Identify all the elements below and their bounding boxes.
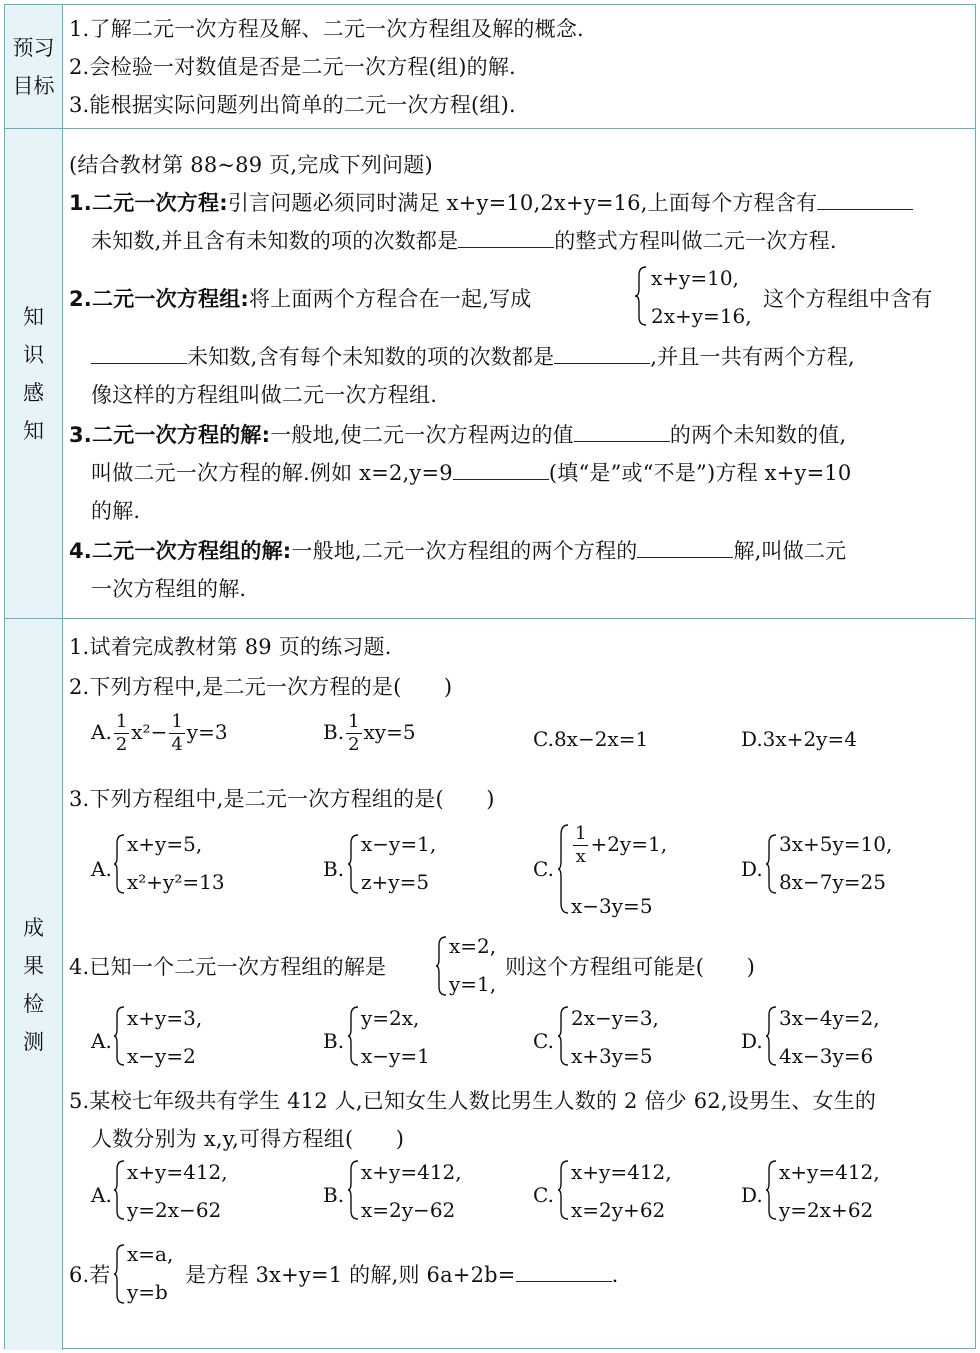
- q3-c-eq1: $\frac{1}{x}$ +2y=1,: [575, 823, 668, 867]
- q3-option-d-letter[interactable]: D.: [741, 857, 763, 881]
- question-3-line-2: 叫做二元一次方程的解.例如 x=2,y=9 (填“是”或“不是”)方程 x+y=10: [91, 461, 852, 485]
- q3-option-a-letter[interactable]: A.: [91, 857, 112, 881]
- section-label-knowledge: 知 识 感 知: [5, 129, 63, 618]
- q2-option-d[interactable]: D.3x+2y=4: [741, 727, 857, 751]
- check-q2: 2.下列方程中,是二元一次方程的是( ): [69, 675, 453, 699]
- brace-icon: [557, 823, 569, 915]
- question-1-line-1: 1.二元一次方程:引言问题必须同时满足 x+y=10,2x+y=16,上面每个方程含有: [69, 187, 969, 217]
- answer-blank[interactable]: [574, 423, 670, 442]
- brace-icon: [634, 265, 648, 327]
- question-3-line-1: 3.二元一次方程的解:一般地,使二元一次方程两边的值 的两个未知数的值,: [69, 423, 847, 447]
- question-2-line-1: 2.二元一次方程组:将上面两个方程合在一起,写成: [69, 287, 532, 311]
- check-q6-a: 6.若: [69, 1263, 111, 1287]
- question-4-line-2: 一次方程组的解.: [91, 577, 247, 601]
- q3-c-eq2: x−3y=5: [571, 894, 653, 918]
- section-knowledge: [5, 129, 975, 619]
- goal-item-2: 2.会检验一对数值是否是二元一次方程(组)的解.: [69, 55, 516, 79]
- question-4-line-1: 4.二元一次方程组的解:一般地,二元一次方程组的两个方程的 解,叫做二元: [69, 539, 847, 563]
- question-1-line-2: 未知数,并且含有未知数的项的次数都是 的整式方程叫做二元一次方程.: [91, 229, 837, 253]
- system-line-1: x+y=10,: [651, 266, 739, 290]
- question-3-line-3: 的解.: [91, 499, 141, 523]
- check-q5-line-1: 5.某校七年级共有学生 412 人,已知女生人数比男生人数的 2 倍少 62,设男生、女生的: [69, 1089, 877, 1113]
- section-goals: [5, 5, 975, 129]
- q4-sys-eq1: x=2,: [449, 934, 497, 958]
- q3-b-eq1: x−y=1,: [361, 832, 437, 856]
- q4-c-eq1: 2x−y=3,: [571, 1006, 659, 1030]
- answer-blank[interactable]: [516, 1263, 612, 1282]
- answer-blank[interactable]: [91, 345, 187, 364]
- answer-blank[interactable]: [458, 229, 554, 248]
- question-2-tail: 这个方程组中含有: [763, 287, 933, 311]
- brace-icon: [113, 833, 125, 895]
- q2-option-b[interactable]: B. $\frac{1}{2}$ xy=5: [323, 711, 416, 755]
- section-label-goals: 预习 目标: [5, 5, 63, 128]
- brace-icon: [557, 1005, 569, 1067]
- answer-blank[interactable]: [637, 539, 733, 558]
- q5-d-eq1: x+y=412,: [779, 1160, 880, 1184]
- q3-d-eq2: 8x−7y=25: [779, 870, 886, 894]
- goal-item-3: 3.能根据实际问题列出简单的二元一次方程(组).: [69, 93, 516, 117]
- q4-option-c-letter[interactable]: C.: [533, 1029, 554, 1053]
- brace-icon: [347, 1159, 359, 1221]
- q3-a-eq2: x²+y²=13: [127, 870, 225, 894]
- check-q6-b: 是方程 3x+y=1 的解,则 6a+2b= .: [185, 1263, 619, 1287]
- answer-blank[interactable]: [554, 345, 650, 364]
- brace-icon: [765, 1159, 777, 1221]
- brace-icon: [435, 935, 447, 997]
- brace-icon: [113, 1005, 125, 1067]
- brace-icon: [765, 833, 777, 895]
- q4-d-eq1: 3x−4y=2,: [779, 1006, 880, 1030]
- q5-option-a-letter[interactable]: A.: [91, 1183, 112, 1207]
- q5-option-c-letter[interactable]: C.: [533, 1183, 554, 1207]
- brace-icon: [113, 1159, 125, 1221]
- q4-a-eq1: x+y=3,: [127, 1006, 203, 1030]
- check-q1: 1.试着完成教材第 89 页的练习题.: [69, 635, 392, 659]
- check-q3: 3.下列方程组中,是二元一次方程组的是( ): [69, 787, 495, 811]
- q4-b-eq2: x−y=1: [361, 1044, 430, 1068]
- q6-sys-eq2: y=b: [127, 1280, 168, 1304]
- q3-b-eq2: z+y=5: [361, 870, 430, 894]
- section-check: [5, 619, 975, 1350]
- brace-icon: [113, 1243, 125, 1305]
- q5-b-eq2: x=2y−62: [361, 1198, 456, 1222]
- q4-sys-eq2: y=1,: [449, 972, 497, 996]
- q4-d-eq2: 4x−3y=6: [779, 1044, 874, 1068]
- q4-option-a-letter[interactable]: A.: [91, 1029, 112, 1053]
- q4-option-d-letter[interactable]: D.: [741, 1029, 763, 1053]
- q5-a-eq1: x+y=412,: [127, 1160, 228, 1184]
- q3-a-eq1: x+y=5,: [127, 832, 203, 856]
- q5-option-b-letter[interactable]: B.: [323, 1183, 345, 1207]
- brace-icon: [347, 1005, 359, 1067]
- q5-d-eq2: y=2x+62: [779, 1198, 874, 1222]
- q5-option-d-letter[interactable]: D.: [741, 1183, 763, 1207]
- q4-b-eq1: y=2x,: [361, 1006, 420, 1030]
- q4-c-eq2: x+3y=5: [571, 1044, 653, 1068]
- answer-blank[interactable]: [453, 461, 549, 480]
- q3-option-b-letter[interactable]: B.: [323, 857, 345, 881]
- check-q4-a: 4.已知一个二元一次方程组的解是: [69, 955, 387, 979]
- q4-option-b-letter[interactable]: B.: [323, 1029, 345, 1053]
- q5-c-eq2: x=2y+62: [571, 1198, 666, 1222]
- question-2-line-3: 像这样的方程组叫做二元一次方程组.: [91, 383, 438, 407]
- brace-icon: [557, 1159, 569, 1221]
- q3-option-c-letter[interactable]: C.: [533, 857, 554, 881]
- q5-a-eq2: y=2x−62: [127, 1198, 222, 1222]
- intro-text: (结合教材第 88~89 页,完成下列问题): [69, 153, 433, 177]
- check-q4-b: 则这个方程组可能是( ): [505, 955, 755, 979]
- q2-option-c[interactable]: C.8x−2x=1: [533, 727, 649, 751]
- q4-a-eq2: x−y=2: [127, 1044, 196, 1068]
- answer-blank[interactable]: [817, 191, 913, 210]
- q5-b-eq1: x+y=412,: [361, 1160, 462, 1184]
- check-q5-line-2: 人数分别为 x,y,可得方程组( ): [91, 1127, 405, 1151]
- q2-option-a[interactable]: A. $\frac{1}{2}$ x²− $\frac{1}{4}$ y=3: [91, 711, 228, 755]
- question-2-line-2: 未知数,含有每个未知数的项的次数都是 ,并且一共有两个方程,: [69, 341, 969, 371]
- section-label-check: 成 果 检 测: [5, 619, 63, 1350]
- brace-icon: [347, 833, 359, 895]
- q6-sys-eq1: x=a,: [127, 1242, 174, 1266]
- q3-d-eq1: 3x+5y=10,: [779, 832, 893, 856]
- system-line-2: 2x+y=16,: [651, 304, 752, 328]
- goal-item-1: 1.了解二元一次方程及解、二元一次方程组及解的概念.: [69, 17, 584, 41]
- brace-icon: [765, 1005, 777, 1067]
- q5-c-eq1: x+y=412,: [571, 1160, 672, 1184]
- worksheet-frame: [4, 4, 976, 1349]
